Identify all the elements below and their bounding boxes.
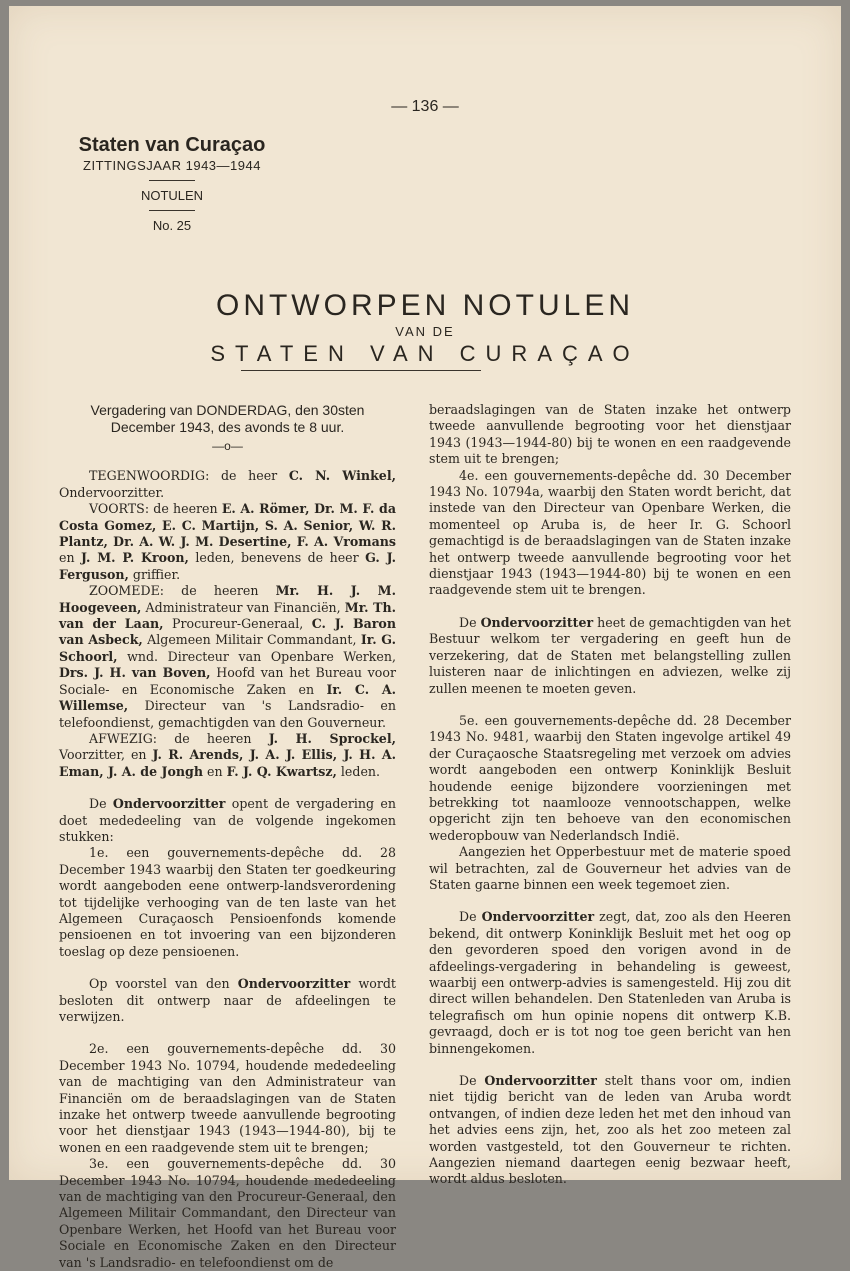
final-paragraph: De Ondervoorzitter stelt thans voor om, indien niet tijdig bericht van de leden van Aruba wordt ontvangen, of indien deze leden het met den inhoud van het advies eens zijn, het, zoo als het zoo meteen zal worden vastgesteld, tot den Gouverneur te richten. Aangezien niemand daartegen eenig bezwaar heeft, wordt aldus besloten.	[429, 1073, 791, 1187]
headline	[9, 288, 841, 371]
says-paragraph: De Ondervoorzitter zegt, dat, zoo als den Heeren bekend, dit ontwerp Koninklijk Besluit met het oog op den gevorderen spoed den vorigen avond in de afdeelings-vergadering in behandeling is geweest, waarbij een ontwerp-advies is samengesteld. Hij zou dit direct willen behandelen. Den Statenleden van Aruba is telegrafisch om hun opinie nopens dit ontwerp K.B. gevraagd, doch er is tot nog toe geen bericht van hen binnengekomen.	[429, 909, 791, 1056]
masthead-title: Staten van Curaçao	[78, 134, 266, 156]
present-paragraph: TEGENWOORDIG: de heer C. N. Winkel, Ondervoorzitter.	[59, 468, 396, 500]
item-5: 5e. een gouvernements-depêche dd. 28 December 1943 No. 9481, waarbij den Staten ingevolge artikel 49 der Curaçaosche Staatsregeling met verzoek om advies wordt aangeboden een ontwerp Koninklijk Besluit houdende eenige bijzondere voorzieningen met betrekking tot naamlooze vennootschappen, welke opgericht zijn ten behoeve van den economischen wederopbouw van Nederlandsch Indië.	[429, 712, 791, 843]
item-2: 2e. een gouvernements-depêche dd. 30 December 1943 No. 10794, houdende mededeeling van de machtiging van den Administrateur van Financiën om de beraadslagingen van de Staten inzake het ontwerp tweede aanvullende begrooting voor het dienstjaar 1943 (1943—1944-80), bij te wonen en een raadgevende stem uit te brengen;	[59, 1041, 396, 1155]
meeting-line: Vergadering van DONDERDAG, den 30sten December 1943, des avonds te 8 uur.	[90, 402, 365, 435]
headline-sub: VAN DE	[395, 324, 455, 339]
right-column	[429, 402, 791, 1188]
masthead	[72, 134, 272, 233]
notulen-label: NOTULEN	[140, 188, 204, 203]
afwezig-paragraph: AFWEZIG: de heeren J. H. Sprockel, Voorzitter, en J. R. Arends, J. A. J. Ellis, J. H. A. Eman, J. A. de Jongh en F. J. Q. Kwartsz, leden.	[59, 730, 396, 779]
headline-rule	[241, 370, 481, 371]
voorts-paragraph: VOORTS: de heeren E. A. Römer, Dr. M. F. da Costa Gomez, E. C. Martijn, S. A. Senior, W. R. Plantz, Dr. A. W. J. M. Desertine, F. A. Vromans en J. M. P. Kroon, leden, benevens de heer G. J. Ferguson, griffier.	[59, 501, 396, 582]
urgency-paragraph: Aangezien het Opperbestuur met de materie spoed wil betrachten, zal de Gouverneur het advies van de Staten gaarne binnen een week tegemoet zien.	[429, 844, 791, 892]
divider	[149, 210, 195, 211]
page-number: — 136 —	[391, 98, 459, 115]
left-column	[59, 402, 396, 1271]
continuation-paragraph: beraadslagingen van de Staten inzake het ontwerp tweede aanvullende begrooting voor het dienstjaar 1943 (1943—1944-80) bij te wonen en een raadgevende stem uit te brengen;	[429, 402, 791, 467]
item-4: 4e. een gouvernements-depêche dd. 30 December 1943 No. 10794a, waarbij den Staten wordt bericht, dat instede van den Directeur van Openbare Werken, die momenteel op Aruba is, de heer Ir. G. Schoorl gemachtigd is de beraadslagingen van de Staten inzake het ontwerp tweede aanvullende begrooting voor het dienstjaar 1943 (1943—1944-80) bij te wonen en een raadgevende stem uit te brengen.	[429, 467, 791, 598]
issue-number: No. 25	[152, 218, 192, 233]
proposal-paragraph: Op voorstel van den Ondervoorzitter wordt besloten dit ontwerp naar de afdeelingen te verwijzen.	[59, 976, 396, 1024]
document-page	[9, 6, 841, 1270]
welcome-paragraph: De Ondervoorzitter heet de gemachtigden van het Bestuur welkom ter vergadering en geeft hun de verzekering, dat de Staten met belangstelling zullen luisteren naar de inlichtingen en adviezen, welke zij zullen meenen te moeten geven.	[429, 614, 791, 696]
opening-paragraph: De Ondervoorzitter opent de vergadering en doet mededeeling van de volgende ingekomen stukken:	[59, 796, 396, 844]
headline-main2: STATEN VAN CURAÇAO	[210, 341, 640, 366]
headline-main: ONTWORPEN NOTULEN	[215, 289, 634, 322]
item-1: 1e. een gouvernements-depêche dd. 28 December 1943 waarbij den Staten ter goedkeuring wordt aangeboden eene ontwerp-landsverordening tot tijdelijke verhooging van de ten laste van het Algemeen Curaçaosch Pensioenfonds komende pensioenen en tot invoering van een bijzonderen toeslag op deze pensioenen.	[59, 845, 396, 959]
divider	[149, 180, 195, 181]
item-3: 3e. een gouvernements-depêche dd. 30 December 1943 No. 10794, houdende mededeeling van de machtiging van den Procureur-Generaal, den Algemeen Militair Commandant, den Directeur van Openbare Werken, het Hoofd van het Bureau voor Sociale en Economische Zaken en den Directeur van 's Landsradio- en telefoondienst om de	[59, 1156, 396, 1270]
separator: —o—	[212, 439, 243, 453]
zoomede-paragraph: ZOOMEDE: de heeren Mr. H. J. M. Hoogeveen, Administrateur van Financiën, Mr. Th. van der Laan, Procureur-Generaal, C. J. Baron van Asbeck, Algemeen Militair Commandant, Ir. G. Schoorl, wnd. Directeur van Openbare Werken, Drs. J. H. van Boven, Hoofd van het Bureau voor Sociale- en Economische Zaken en Ir. C. A. Willemse, Directeur van 's Landsradio- en telefoondienst, gemachtigden van den Gouverneur.	[59, 583, 396, 730]
session-year: ZITTINGSJAAR 1943—1944	[83, 158, 261, 173]
